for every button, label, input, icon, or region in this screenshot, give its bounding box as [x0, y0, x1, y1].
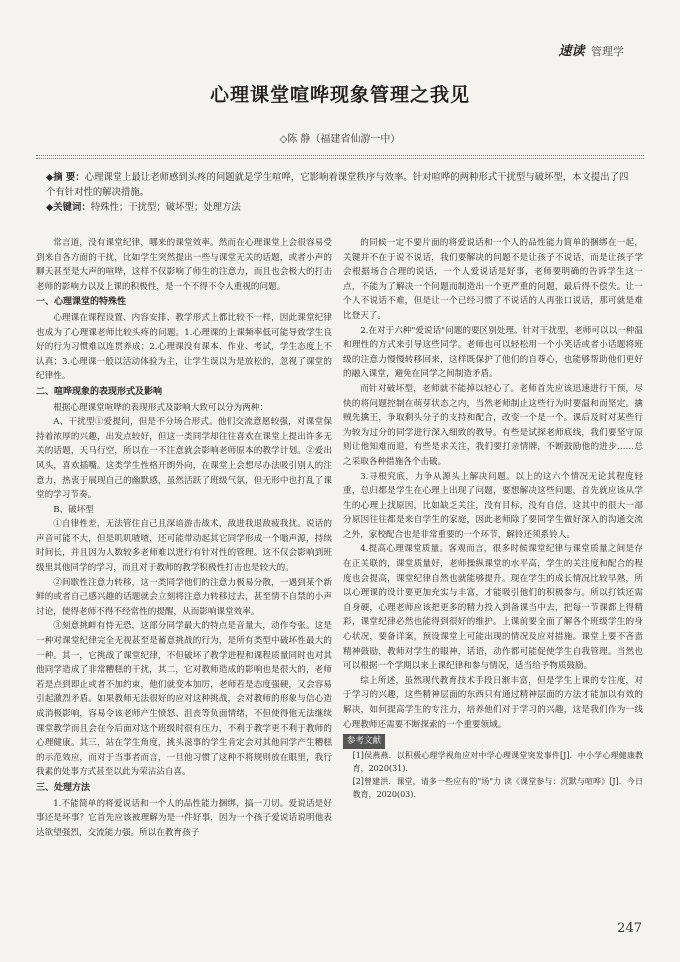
paragraph: 心理课在课程设置、内容安排、教学形式上都比较不一样，因此课堂纪律也成为了心理课老师比较头疼的问题。1.心理课的上课频率低可能导致学生良好的行为习惯难以连贯养成；2.心理课没有课本、作业、考试，学生态度上不认真；3.心理课一般以活动体验为主，让学生误以为是放松的，忽视了课堂的纪律性。	[36, 312, 332, 382]
section-heading: 二、喧哗现象的表现形式及影响	[36, 386, 163, 397]
right-body	[343, 236, 643, 732]
abstract	[46, 170, 636, 200]
reference-item: [1]侯燕燕．以积极心理学视角应对中学心理课堂突发事件[J]．中小学心理健康教育，2020(31).	[352, 750, 643, 773]
section-heading: 一、心理课堂的特殊性	[36, 297, 127, 308]
journal-section: 管理学	[591, 45, 624, 58]
paragraph: ①自律性差，无法管住自己且深谙游击战术，敌进我退敌疲我扰。说话的声音可能不大，但是叽叽喳喳，还可能带动起其它同学形成一个嗡声源，持续时间长，并且因为人数较多老师难以进行有针对性的管理。这不仅会影响到班级里其他同学的学习，而且对于教师的教学积极性打击也是较大的。	[36, 519, 332, 574]
body-column-left	[36, 236, 332, 840]
paragraph: 的同候一定不要片面的将爱说话和一个人的品性能力简单的捆绑在一起，关键并不在于说不说话，我们要解决的问题不是让孩子不说话，而是让孩子学会根据场合合理的说话，一个人爱说话是好事，老师要明确的告诉学生这一点，不能为了解决一个问题而制造出一个更严重的问题，最后得不偿失。让一个人不说话不难，但是让一个已经习惯了不说话的人再张口说话，那可就是难比登天了。	[343, 238, 643, 321]
section-heading: 三、处理方法	[36, 782, 91, 793]
paragraph: 而针对破坏型，老师就不能掉以轻心了。老师首先应该迅速进行干预，尽快的将问题控制在萌芽状态之内，当然老师制止这些行为时要温和而坚定。擒贼先擒王，争取剩头分子的支持和配合，改变一个是一个。课后及时对某些行为较为过分的同学进行深入细致的教导。有些是试探老师底线，我们要坚守原则让他知难而退，有些是求关注，我们要打亲情牌，不断鼓励他的进步……总之采取各种措施各个击破。	[343, 383, 643, 467]
paragraph: ③刻意挑衅有恃无恐，这部分同学最大的特点是音量大，动作夸张。这是一种对课堂纪律完全无视甚至是蓄意挑战的行为，是所有类型中破坏性最大的一种。其一，它挑战了课堂纪律，不但破坏了教学进程和课程质量同时也对其他同学造成了非常糟糕的干扰，其二，它对教师造成的影响也是很大的，老师若是点到即止或者不加约束，他们就变本加厉，老师若是态度强硬，又会容易引起激烈矛盾。如果教师无法很好的应对这种挑战，会对教师的形象与信心造成消极影响，容易令该老师产生愤怒、沮丧等负面情绪，不但使得他无法继续课堂教学而且会在今后面对这个班级时很有压力，不利于教学更不利于教师的心理健康。其三，站在学生角度，挑头滋事的学生肯定会对其他同学产生糟糕的示范效应，而对于当事者而言，一旦他习惯了这种不将规则放在眼里，我行我素的处事方式甚至以此为荣沾沾自喜。	[36, 621, 332, 778]
article-author: ◇陈 静（福建省仙游一中）	[279, 134, 401, 145]
references-heading: 参考文献	[343, 734, 385, 749]
paragraph: 1.不能简单的将爱说话和一个人的品性能力捆绑，搞一刀切。爱说话是好事还是坏事？它首先应该被理解为是一件好事，因为一个孩子爱说话说明他表达欲望强烈，交流能力强。所以在教育孩子	[36, 798, 332, 838]
body-column-right	[343, 236, 643, 801]
paragraph: 4.提高心理课堂质量。客观而言，很多时候课堂纪律与课堂质量之间是存在正关联的，课堂质量好，老师操纵课堂的水平高，学生的关注度和配合的程度也会提高，课堂纪律自然也就能够提升。现在学生的成长情况比较早熟，所以心理课的设计要更加充实与丰富，才能吸引他们的积极参与。所以打铁还需自身硬，心理老师应该把更多的精力投入到备课当中去，把每一节课都上得精彩，课堂纪律必然也能得到很好的维护。上课前要全面了解各个班级学生的身心状况，要备详案，预设课堂上可能出现的情况及应对措施。课堂上要不吝啬精神鼓励，教师对学生的眼神，话语，动作都可能促使学生自我管理。当然也可以根据一个学期以来上课纪律和参与情况，适当给予物质鼓励。	[343, 544, 643, 672]
keywords-text: 特殊性；干扰型；破坏型；处理方法	[90, 202, 241, 213]
article-title: 心理课堂喧哗现象管理之我见	[209, 84, 470, 106]
paragraph: A、干扰型①爱提问，但是不分场合形式。他们交流意愿较强，对课堂保持着浓厚的兴趣，出发点较好，但这一类同学却往往喜欢在课堂上提出许多无关的话题，天马行空，所以在一不注意就会影响老师原本的教学计划。②爱出风头，喜欢插嘴。这类学生性格开朗外向，在课堂上会想尽办法吸引别人的注意力，热衷于展现自己的幽默感，虽然活跃了班级气氛，但无形中也打乱了课堂的学习节奏。	[36, 417, 332, 501]
paragraph: 2.在对于六种"爱说话"问题的要区别处理。针对干扰型，老师可以以一种温和理性的方式来引导这些同学。老师也可以轻松用一个小笑话或者小话题将班级的注意力慢慢转移回来，这样既保护了他们的自尊心，也能够帮助他们更好的融入课堂，避免在同学之间制造矛盾。	[343, 325, 643, 380]
header-divider	[36, 155, 644, 159]
paragraph: 综上所述，虽然现代教育技术手段日渐丰富，但是学生上课的专注度，对于学习的兴趣，这些精神层面的东西只有通过精神层面的方法才能加以有效的解决，如何提高学生的专注力，培养他们对于学习的兴趣，这是我们作为一线心理教师还需要不断探索的一个重要领域。	[343, 675, 643, 730]
journal-logo: 速读	[558, 44, 585, 59]
reference-item: [2]曾建洪．课堂，请多一些应有的"场"力 读《课堂参与：沉默与喧哗》[J]．今日教育，2020(03).	[352, 776, 643, 799]
keywords	[46, 200, 636, 215]
paragraph: 常言道，没有课堂纪律，哪来的课堂效率。然而在心理课堂上会很容易受到来自各方面的干扰，比如学生突然提出一些与课堂无关的话题，或者小声的聊天甚至是大声的喧哗，这样不仅影响了师生的注意力，而且也会极大的打击老师的影响力以及上课的积极性，是一个不得不令人重视的问题。	[36, 238, 332, 292]
paragraph: 3.寻根究底，力争从源头上解决问题。以上的这六个情况无论其程度轻重，总归都是学生在心理上出现了问题，要想解决这些问题，首先就应该从学生的心理上找原因，比如缺乏关注，没有目标，没有自信，这其中的很大一部分原因往往都是来自学生的家庭，因此老师除了要同学生做好深入的沟通交流之外，家校配合也是非常重要的一个环节，解铃还须系铃人。	[343, 471, 643, 540]
keywords-label: ◆关键词：	[46, 202, 91, 213]
abstract-label: ◆摘 要：	[46, 172, 85, 183]
journal-header	[558, 40, 624, 59]
abstract-block	[46, 170, 636, 215]
paragraph: B、破坏型	[53, 504, 94, 515]
abstract-text: 心理课堂上最让老师感到头疼的问题就是学生喧哗，它影响着课堂秩序与效率。针对喧哗的两种形式干扰型与破坏型，本文提出了四个有针对性的解决措施。	[46, 172, 629, 198]
paragraph: 根据心理课堂喧哗的表现形式及影响大致可以分为两种：	[53, 402, 269, 413]
page-number: 247	[617, 921, 642, 936]
references	[343, 732, 643, 801]
paragraph: ②间歇性注意力转移，这一类同学他们的注意力极易分散，一遇到某个新鲜的或者自己感兴趣的话题就会立刻将注意力转移过去，甚至情不自禁的小声讨论，使得老师不得不经常性的提醒，从而影响课堂效率。	[36, 577, 332, 617]
